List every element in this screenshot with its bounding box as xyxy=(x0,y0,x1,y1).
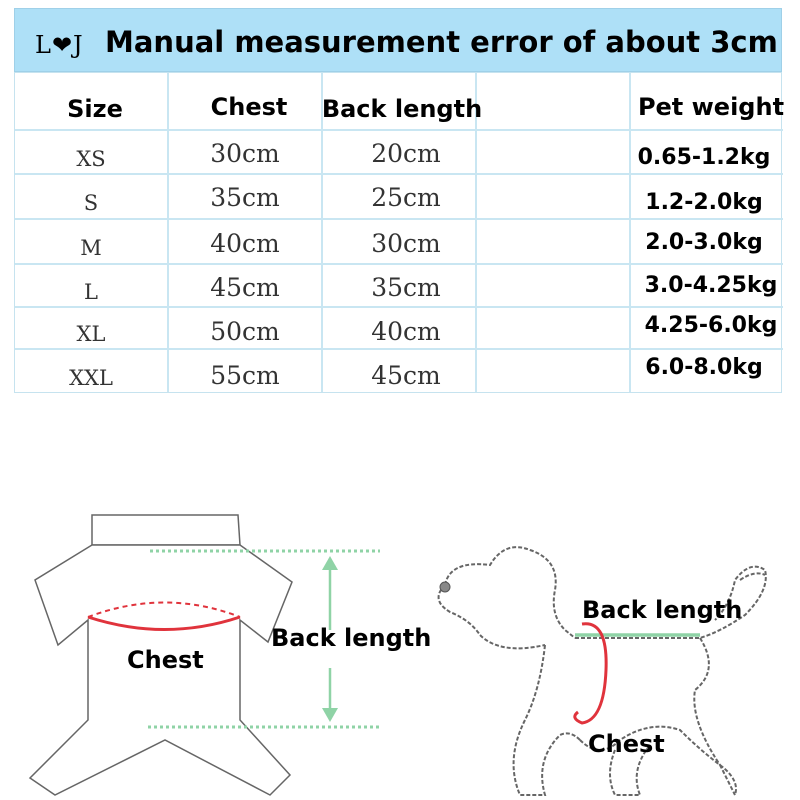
back-length-cell: 25cm xyxy=(371,183,441,212)
brand-logo: L❤J xyxy=(35,31,84,59)
chest-cell: 45cm xyxy=(210,273,280,302)
measurement-diagrams xyxy=(0,420,800,800)
weight-cell: 6.0-8.0kg xyxy=(645,355,763,380)
size-cell: M xyxy=(80,236,102,260)
dog-chest-label: Chest xyxy=(588,730,665,758)
back-length-cell: 35cm xyxy=(371,273,441,302)
size-chart xyxy=(14,8,785,393)
garment-collar xyxy=(92,515,240,545)
size-cell: S xyxy=(83,191,99,215)
chest-cell: 40cm xyxy=(210,229,280,258)
size-cell: XS xyxy=(76,147,106,171)
garment-chest-label: Chest xyxy=(127,646,204,674)
column-header-pet-weight: Pet weight xyxy=(637,93,785,121)
weight-cell: 1.2-2.0kg xyxy=(645,190,763,215)
size-cell: XL xyxy=(76,322,106,346)
chest-cell: 30cm xyxy=(210,139,280,168)
column-header-chest: Chest xyxy=(210,93,288,121)
weight-cell: 3.0-4.25kg xyxy=(644,273,778,298)
garment-back-length-label: Back length xyxy=(271,624,432,652)
back-length-cell: 40cm xyxy=(371,317,441,346)
column-header-size: Size xyxy=(67,95,123,123)
chest-cell: 50cm xyxy=(210,317,280,346)
back-length-cell: 30cm xyxy=(371,229,441,258)
weight-cell: 2.0-3.0kg xyxy=(645,230,763,255)
weight-cell: 4.25-6.0kg xyxy=(644,313,778,338)
chest-cell: 35cm xyxy=(210,183,280,212)
size-cell: L xyxy=(84,280,98,304)
size-cell: XXL xyxy=(69,366,113,390)
chart-title: Manual measurement error of about 3cm xyxy=(105,25,778,59)
dog-back-length-label: Back length xyxy=(582,596,743,624)
column-header-back-length: Back length xyxy=(321,95,483,123)
chest-cell: 55cm xyxy=(210,361,280,390)
chart-header xyxy=(14,8,782,72)
dog-nose xyxy=(440,582,450,592)
back-length-cell: 20cm xyxy=(371,139,441,168)
weight-cell: 0.65-1.2kg xyxy=(637,145,771,170)
back-length-cell: 45cm xyxy=(371,361,441,390)
size-table xyxy=(14,72,785,393)
